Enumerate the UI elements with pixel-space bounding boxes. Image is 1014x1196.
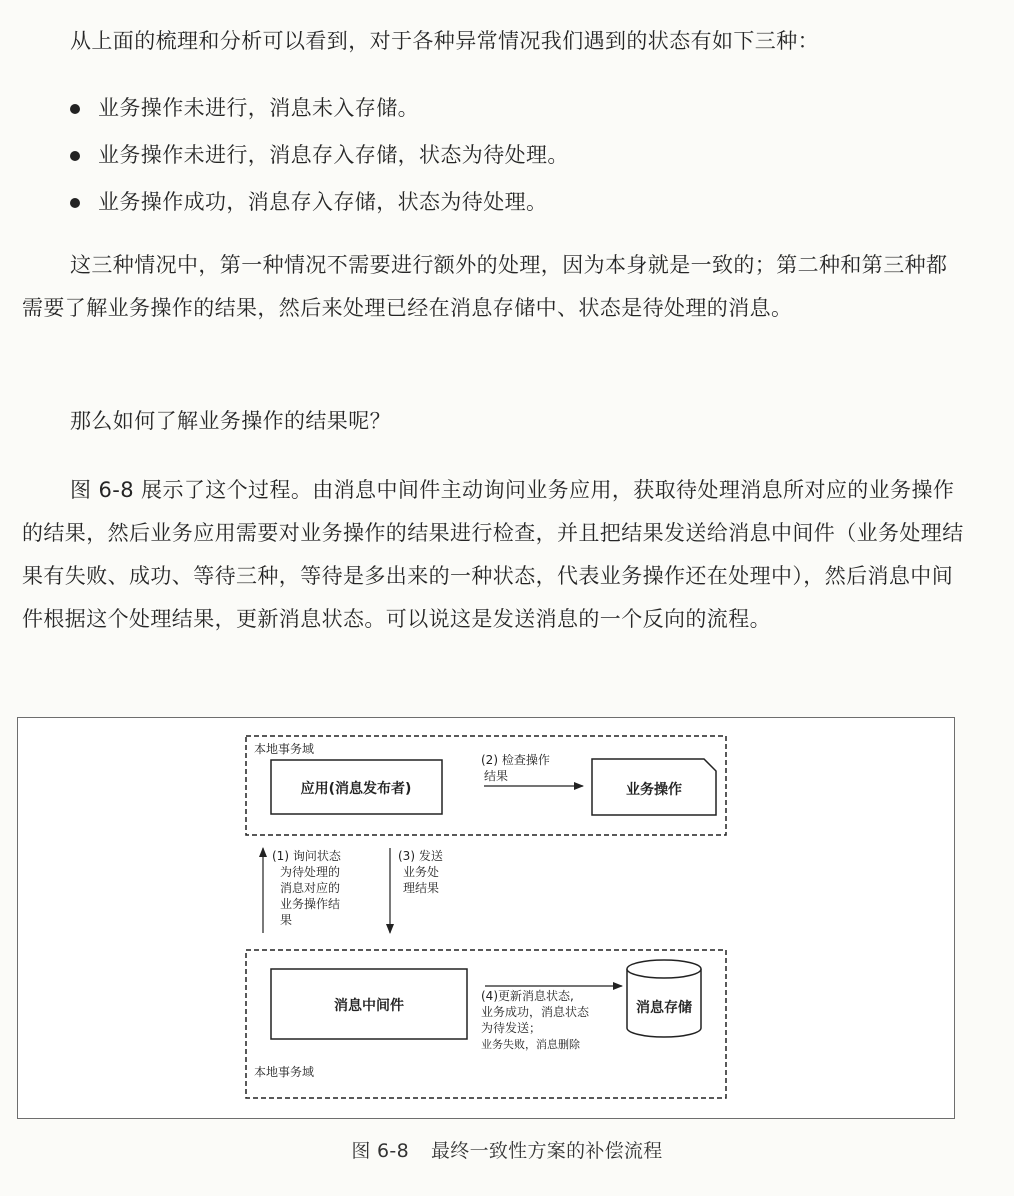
step1-label-line: 果 (280, 913, 293, 927)
storage-cylinder (627, 960, 701, 1037)
caption-title: 最终一致性方案的补偿流程 (430, 1140, 663, 1162)
step4-label-line: 为待发送； (481, 1021, 542, 1035)
step1-label-line: 消息对应的 (280, 881, 341, 895)
figure-6-8 (17, 717, 955, 1119)
storage-label: 消息存储 (636, 1000, 692, 1016)
caption-number: 图 6-8 (351, 1140, 409, 1162)
process-paragraph: 图 6-8 展示了这个过程。由消息中间件主动询问业务应用，获取待处理消息所对应的业务操作的结果，然后业务应用需要对业务操作的结果进行检查，并且把结果发送给消息中间件（业务处理结果有失败、成功、等待三种，等待是多出来的一种状态，代表业务操作还在处理中），然后消息中间件根据这个处理结果，更新消息状态。可以说这是发送消息的一个反向的流程。 (22, 478, 964, 631)
state-list (70, 85, 569, 226)
intro-paragraph: 从上面的梳理和分析可以看到，对于各种异常情况我们遇到的状态有如下三种： (70, 29, 819, 53)
step3-label-line: 业务处 (403, 865, 440, 879)
step2-label-line: (2) 检查操作 (481, 753, 550, 767)
middleware-label: 消息中间件 (334, 998, 404, 1014)
compensation-flow-diagram (18, 718, 954, 1118)
analysis-paragraph: 这三种情况中，第一种情况不需要进行额外的处理，因为本身就是一致的；第二种和第三种都需要了解业务操作的结果，然后来处理已经在消息存储中、状态是待处理的消息。 (22, 253, 948, 320)
figure-caption (0, 1136, 1014, 1163)
step4-label-line: 业务失败，消息删除 (481, 1038, 580, 1051)
step3-label-line: 理结果 (403, 881, 440, 895)
step4-label-line: 业务成功，消息状态 (481, 1005, 590, 1019)
step2-label-line: 结果 (484, 769, 509, 783)
biz-op-label: 业务操作 (626, 782, 682, 798)
step1-label-line: 为待处理的 (280, 865, 341, 879)
list-item: 业务操作成功，消息存入存储，状态为待处理。 (70, 179, 569, 226)
step4-label-line: (4)更新消息状态, (481, 989, 574, 1003)
step1-label-line: 业务操作结 (280, 897, 341, 911)
question-paragraph: 那么如何了解业务操作的结果呢？ (70, 409, 391, 433)
step1-label-line: (1) 询问状态 (272, 849, 341, 863)
app-box-label: 应用(消息发布者) (300, 781, 412, 797)
list-item: 业务操作未进行，消息未入存储。 (70, 85, 569, 132)
bottom-domain-label: 本地事务域 (254, 1065, 315, 1079)
step3-label-line: (3) 发送 (398, 849, 443, 863)
list-item: 业务操作未进行，消息存入存储，状态为待处理。 (70, 132, 569, 179)
top-domain-label: 本地事务域 (254, 742, 315, 756)
